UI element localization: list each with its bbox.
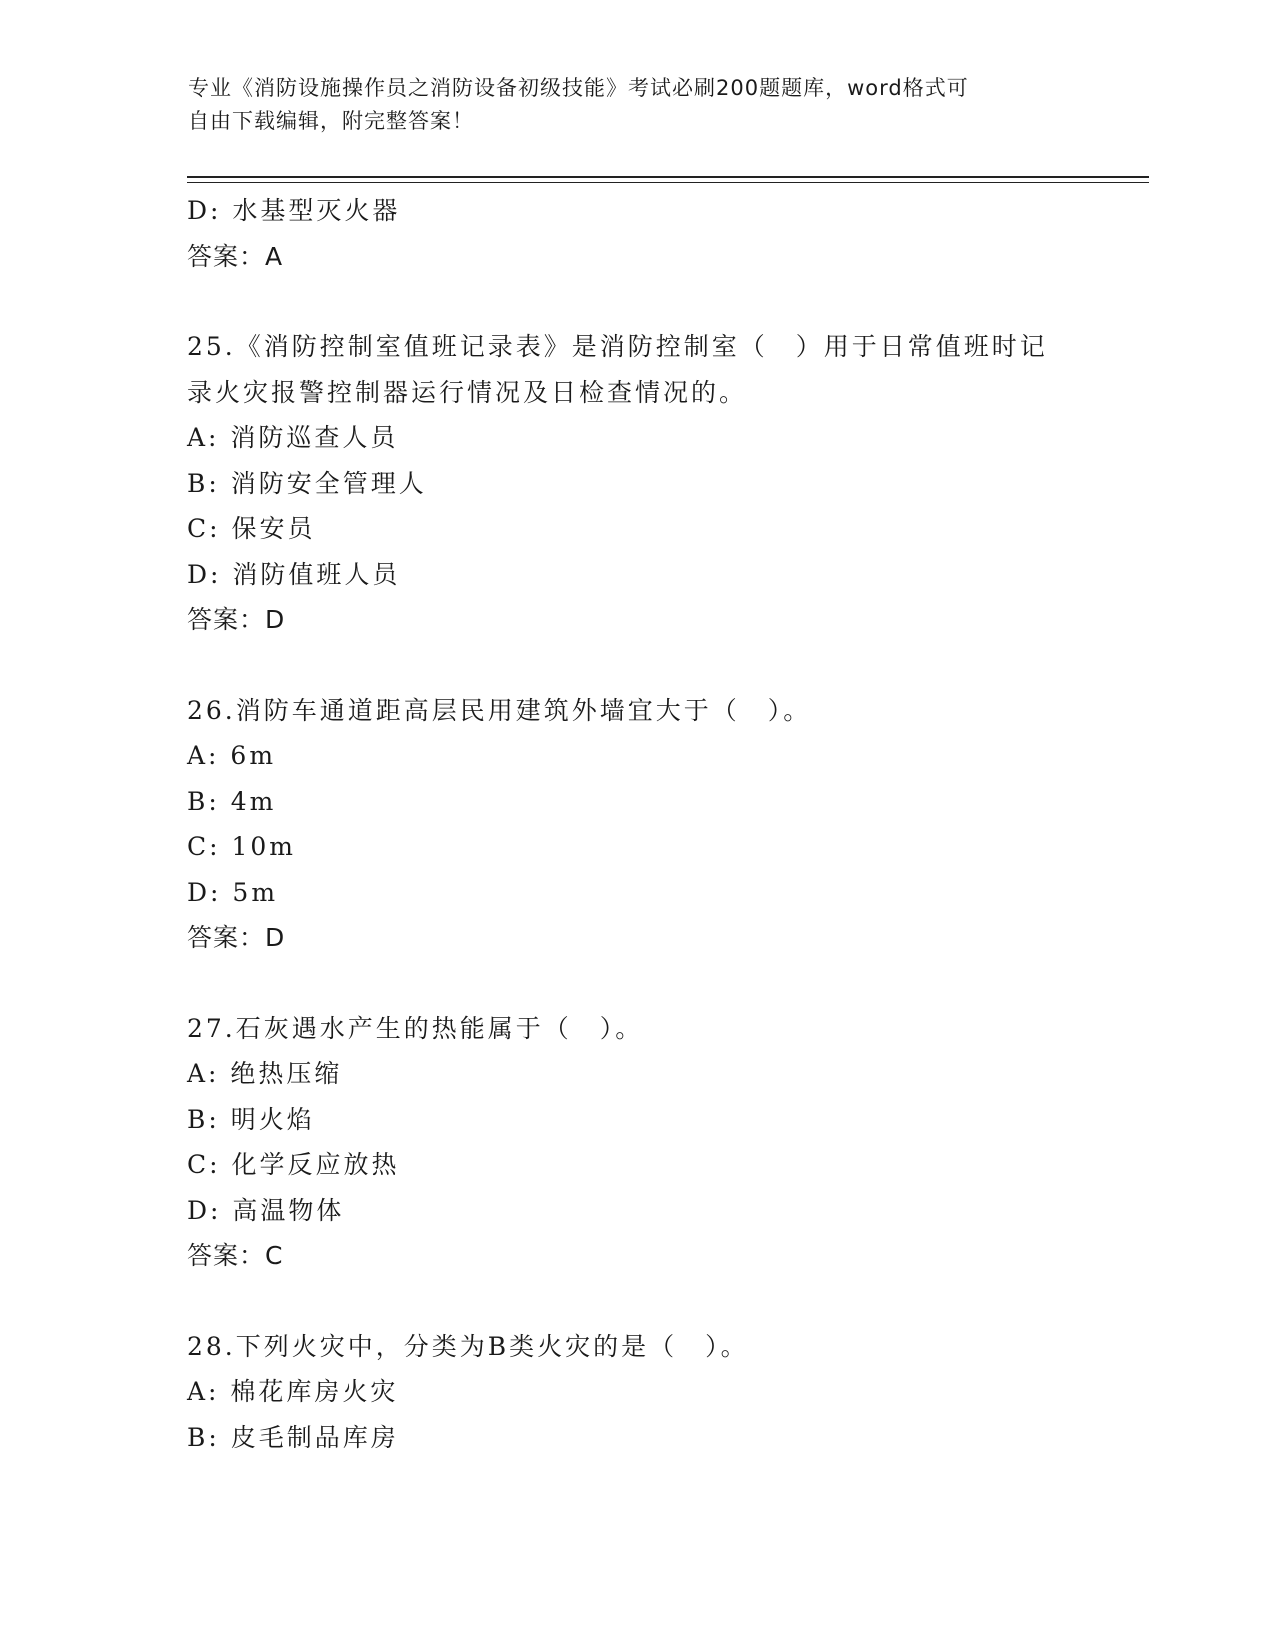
option-a: A: 棉花库房火灾 <box>187 1377 399 1406</box>
question-text: 27.石灰遇水产生的热能属于（ ）。 <box>187 1013 644 1043</box>
option-c: C: 化学反应放热 <box>187 1150 400 1179</box>
question-list <box>187 188 1087 1460</box>
question-text: 26.消防车通道距高层民用建筑外墙宜大于（ ）。 <box>187 695 812 725</box>
answer: 答案：D <box>187 605 286 634</box>
answer: 答案：C <box>187 1241 284 1270</box>
question-text: 28.下列火灾中，分类为B类火灾的是（ ）。 <box>187 1331 749 1361</box>
option-b: B: 消防安全管理人 <box>187 468 427 498</box>
question-25 <box>187 324 1087 643</box>
option-c: C: 保安员 <box>187 514 316 543</box>
option-a: A: 消防巡查人员 <box>187 423 399 452</box>
header-line-2: 自由下载编辑，附完整答案！ <box>188 109 474 133</box>
spacer <box>187 643 1087 688</box>
option-d: D: 5m <box>187 877 279 907</box>
option-a: A: 绝热压缩 <box>187 1059 343 1088</box>
answer: 答案：D <box>187 923 286 952</box>
option-d: D: 水基型灭火器 <box>187 196 401 225</box>
option-d: D: 消防值班人员 <box>187 559 401 589</box>
option-a: A: 6m <box>187 741 277 770</box>
question-26 <box>187 688 1087 961</box>
option-b: B: 4m <box>187 786 277 816</box>
spacer <box>187 961 1087 1006</box>
spacer <box>187 1279 1087 1324</box>
question-27 <box>187 1006 1087 1279</box>
document-header <box>188 72 1088 138</box>
spacer <box>187 279 1087 324</box>
option-c: C: 10m <box>187 832 297 861</box>
header-divider <box>187 176 1149 183</box>
question-28 <box>187 1324 1087 1461</box>
question-text: 25.《消防控制室值班记录表》是消防控制室（ ）用于日常值班时记 <box>187 332 1048 361</box>
option-d: D: 高温物体 <box>187 1195 345 1225</box>
header-line-1: 专业《消防设施操作员之消防设备初级技能》考试必刷200题题库，word格式可 <box>188 76 969 100</box>
question-text-cont: 录火灾报警控制器运行情况及日检查情况的。 <box>187 377 748 407</box>
option-b: B: 明火焰 <box>187 1104 315 1134</box>
answer: 答案：A <box>187 241 284 271</box>
option-b: B: 皮毛制品库房 <box>187 1422 399 1452</box>
